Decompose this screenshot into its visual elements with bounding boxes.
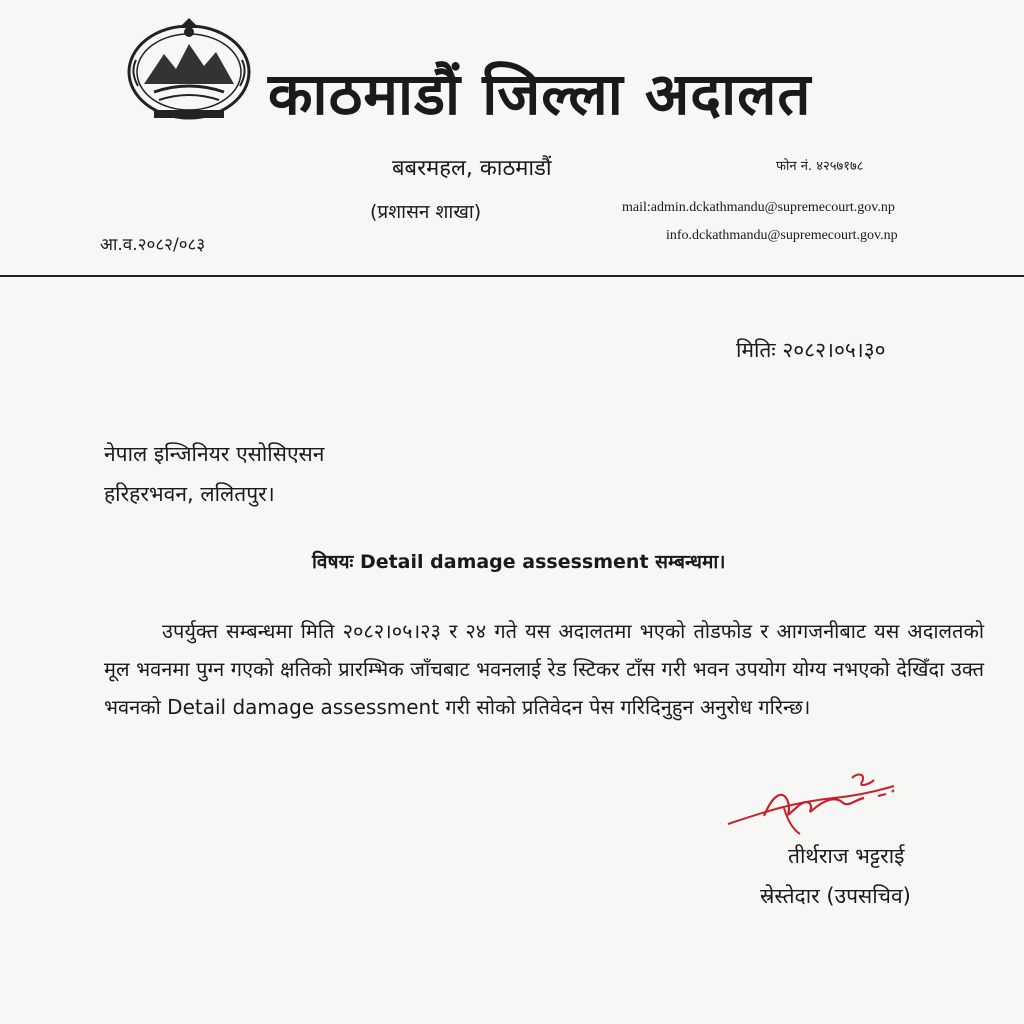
court-address: बबरमहल, काठमाडौं (392, 156, 552, 181)
handwritten-signature (724, 772, 924, 842)
letter-subject: विषयः Detail damage assessment सम्बन्धमा। (312, 551, 726, 573)
court-section: (प्रशासन शाखा) (370, 201, 482, 223)
recipient-address: हरिहरभवन, ललितपुर। (104, 482, 275, 506)
signatory-name: तीर्थराज भट्टराई (788, 844, 905, 868)
recipient-name: नेपाल इन्जिनियर एसोसिएसन (104, 442, 325, 466)
info-email: info.dckathmandu@supremecourt.gov.np (666, 228, 898, 243)
header-divider (0, 275, 1024, 277)
letter-body (104, 612, 984, 726)
signatory-designation: स्रेस्तेदार (उपसचिव) (760, 884, 911, 908)
court-name: काठमाडौं जिल्ला अदालत (268, 60, 812, 128)
letter-body-text: उपर्युक्त सम्बन्धमा मिति २०८२।०५।२३ र २४ गते यस अदालतमा भएको तोडफोड र आगजनीबाट यस अदालतको मूल भवनमा पुग्न गएको क्षतिको प्रारम्भिक जाँचबाट भवनलाई रेड स्टिकर टाँस गरी भवन उपयोग योग्य नभएको देखिँदा उक्त भवनको Detail damage assessment गरी सोको प्रतिवेदन पेस गरिदिनुहुन अनुरोध गरिन्छ। (104, 619, 984, 719)
fiscal-year: आ.व.२०८२/०८३ (100, 235, 206, 255)
letter-date: मितिः २०८२।०५।३० (736, 338, 886, 362)
phone-number: फोन नं. ४२५७१७८ (776, 159, 864, 174)
admin-email: mail:admin.dckathmandu@supremecourt.gov.np (622, 200, 895, 215)
nepal-emblem-icon (124, 14, 254, 124)
